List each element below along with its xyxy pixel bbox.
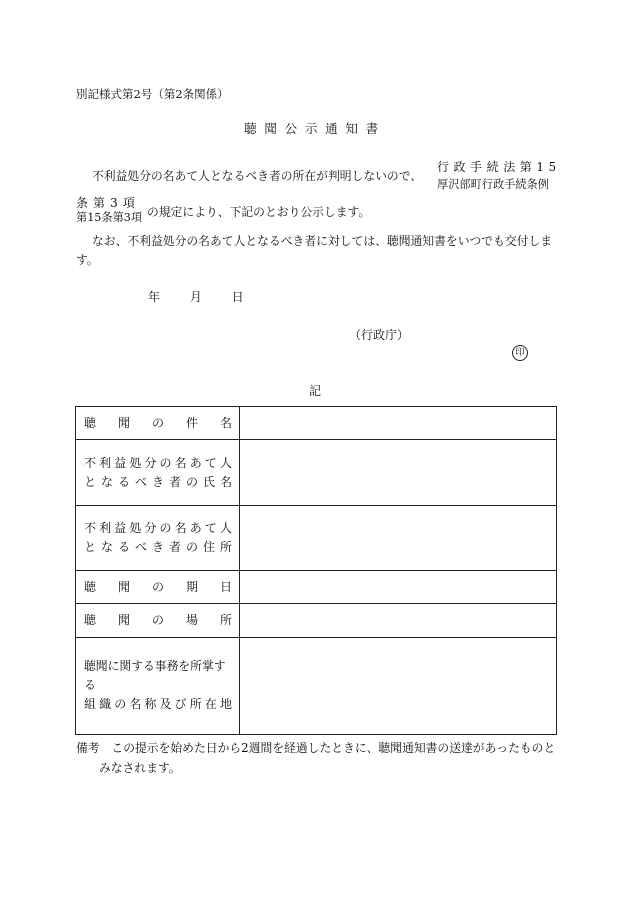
label-text: となるべき者の住所 xyxy=(84,539,232,554)
label-text: 不利益処分の名あて人 xyxy=(84,455,232,470)
table-row xyxy=(76,505,557,570)
seal-mark: 印 xyxy=(512,345,528,361)
field-date[interactable] xyxy=(240,570,557,603)
document-title: 聴聞公示通知書 xyxy=(244,121,386,136)
agency-label: （行政庁） xyxy=(349,328,410,342)
table-row xyxy=(76,570,557,603)
label-text: 組織の名称及び所在地 xyxy=(84,697,232,712)
law-reference-b-line-2: 第15条第3項 xyxy=(76,211,143,224)
paragraph-2-line-1: なお、不利益処分の名あて人となるべき者に対しては、聴聞通知書をいつでも交付しま xyxy=(92,234,553,248)
date-line: 年 月 日 xyxy=(148,290,244,304)
row-label-subject xyxy=(76,407,240,440)
law-reference-a-line-1: 行政手続法第15 xyxy=(437,160,561,174)
row-label-name xyxy=(76,440,240,505)
field-address[interactable] xyxy=(240,505,557,570)
hearing-details-table xyxy=(75,406,557,735)
field-place[interactable] xyxy=(240,604,557,637)
law-reference-a-line-2: 厚沢部町行政手続条例 xyxy=(437,178,549,191)
paragraph-1-start: 不利益処分の名あて人となるべき者の所在が判明しないので、 xyxy=(92,169,423,183)
field-subject[interactable] xyxy=(240,407,557,440)
note-line-2: みなされます。 xyxy=(99,761,181,775)
row-label-date xyxy=(76,570,240,603)
row-label-place xyxy=(76,604,240,637)
table-row xyxy=(76,604,557,637)
label-text: 聴聞に関する事務を所掌する xyxy=(84,659,226,693)
label-text: 聴聞の場所 xyxy=(84,613,232,628)
field-name[interactable] xyxy=(240,440,557,505)
label-text: 聴聞の期日 xyxy=(84,579,232,594)
row-label-office xyxy=(76,637,240,734)
field-office[interactable] xyxy=(240,637,557,734)
label-text: となるべき者の氏名 xyxy=(84,474,232,489)
law-reference-b-line-1: 条第3項 xyxy=(76,196,140,210)
form-number: 別記様式第2号（第2条関係） xyxy=(76,87,229,101)
note-line-1: 備考 この提示を始めた日から2週間を経過したときに、聴聞通知書の送達があったものと xyxy=(76,741,556,755)
ki-heading: 記 xyxy=(308,384,321,398)
row-label-address xyxy=(76,505,240,570)
table-row xyxy=(76,440,557,505)
paragraph-1-end: の規定により、下記のとおり公示します。 xyxy=(147,205,371,219)
table-row xyxy=(76,407,557,440)
label-text: 聴聞の件名 xyxy=(84,415,232,430)
paragraph-2-line-2: す。 xyxy=(76,253,99,267)
label-text: 不利益処分の名あて人 xyxy=(84,520,232,535)
table-row xyxy=(76,637,557,734)
